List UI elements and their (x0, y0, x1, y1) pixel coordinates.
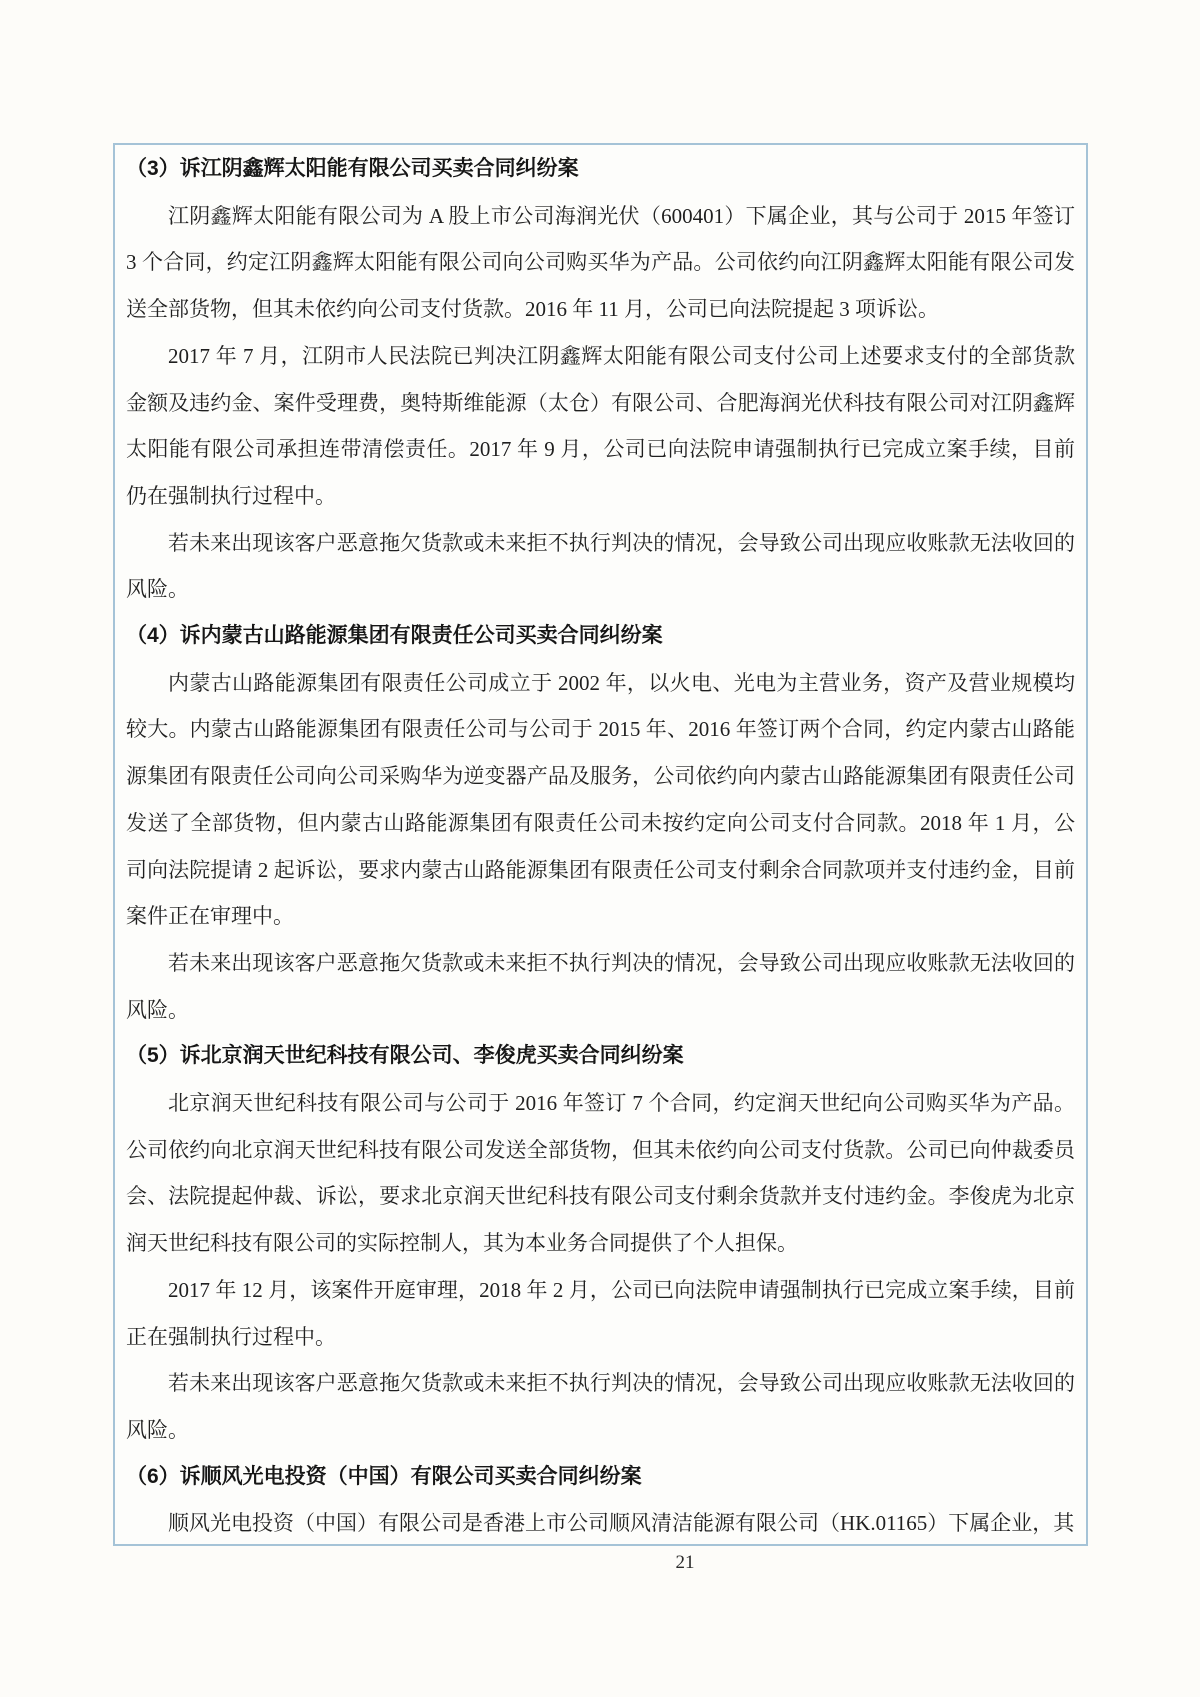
case-heading-5: （5）诉北京润天世纪科技有限公司、李俊虎买卖合同纠纷案 (126, 1044, 684, 1068)
paragraph-case3-background: 江阴鑫辉太阳能有限公司为 A 股上市公司海润光伏（600401）下属企业，其与公司于 2015 年签订 3 个合同，约定江阴鑫辉太阳能有限公司向公司购买华为产品。公司依约向江阴鑫辉太阳能有限公司发送全部货物，但其未依约向公司支付货款。2016 年 11 月，公司已向法院提起 3 项诉讼。 (126, 203, 1075, 322)
paragraph-case5-risk: 若未来出现该客户恶意拖欠货款或未来拒不执行判决的情况，会导致公司出现应收账款无法收回的风险。 (126, 1371, 1075, 1442)
case-heading-3: （3）诉江阴鑫辉太阳能有限公司买卖合同纠纷案 (126, 157, 579, 180)
paragraph-case4-background: 内蒙古山路能源集团有限责任公司成立于 2002 年，以火电、光电为主营业务，资产及营业规模均较大。内蒙古山路能源集团有限责任公司与公司于 2015 年、2016 年签订两个合同，约定内蒙古山路能源集团有限责任公司向公司采购华为逆变器产品及服务，公司依约向内蒙古山路能源集团有限责任公司发送了全部货物，但内蒙古山路能源集团有限责任公司未按约定向公司支付合同款。2018 年 1 月，公司向法院提请 2 起诉讼，要求内蒙古山路能源集团有限责任公司支付剩余合同款项并支付违约金，目前案件正在审理中。 (126, 670, 1075, 929)
page-number: 21 (675, 1552, 695, 1573)
paragraph-case4-risk: 若未来出现该客户恶意拖欠货款或未来拒不执行判决的情况，会导致公司出现应收账款无法收回的风险。 (126, 950, 1075, 1022)
paragraph-case3-risk: 若未来出现该客户恶意拖欠货款或未来拒不执行判决的情况，会导致公司出现应收账款无法收回的风险。 (126, 530, 1075, 602)
paragraph-case5-background: 北京润天世纪科技有限公司与公司于 2016 年签订 7 个合同，约定润天世纪向公司购买华为产品。公司依约向北京润天世纪科技有限公司发送全部货物，但其未依约向公司支付货款。公司已向仲裁委员会、法院提起仲裁、诉讼，要求北京润天世纪科技有限公司支付剩余货款并支付违约金。李俊虎为北京润天世纪科技有限公司的实际控制人，其为本业务合同提供了个人担保。 (126, 1091, 1075, 1256)
paragraph-case5-trial: 2017 年 12 月，该案件开庭审理，2018 年 2 月，公司已向法院申请强制执行已完成立案手续，目前正在强制执行过程中。 (126, 1277, 1075, 1349)
case-heading-6: （6）诉顺风光电投资（中国）有限公司买卖合同纠纷案 (126, 1464, 642, 1488)
case-heading-4: （4）诉内蒙古山路能源集团有限责任公司买卖合同纠纷案 (126, 624, 663, 648)
paragraph-case6-background: 顺风光电投资（中国）有限公司是香港上市公司顺风清洁能源有限公司（HK.01165）下属企业，其 (168, 1511, 1075, 1536)
content-border-box (113, 143, 1088, 1546)
paragraph-case3-judgment: 2017 年 7 月，江阴市人民法院已判决江阴鑫辉太阳能有限公司支付公司上述要求支付的全部货款金额及违约金、案件受理费，奥特斯维能源（太仓）有限公司、合肥海润光伏科技有限公司对江阴鑫辉太阳能有限公司承担连带清偿责任。2017 年 9 月，公司已向法院申请强制执行已完成立案手续，目前仍在强制执行过程中。 (126, 343, 1075, 508)
